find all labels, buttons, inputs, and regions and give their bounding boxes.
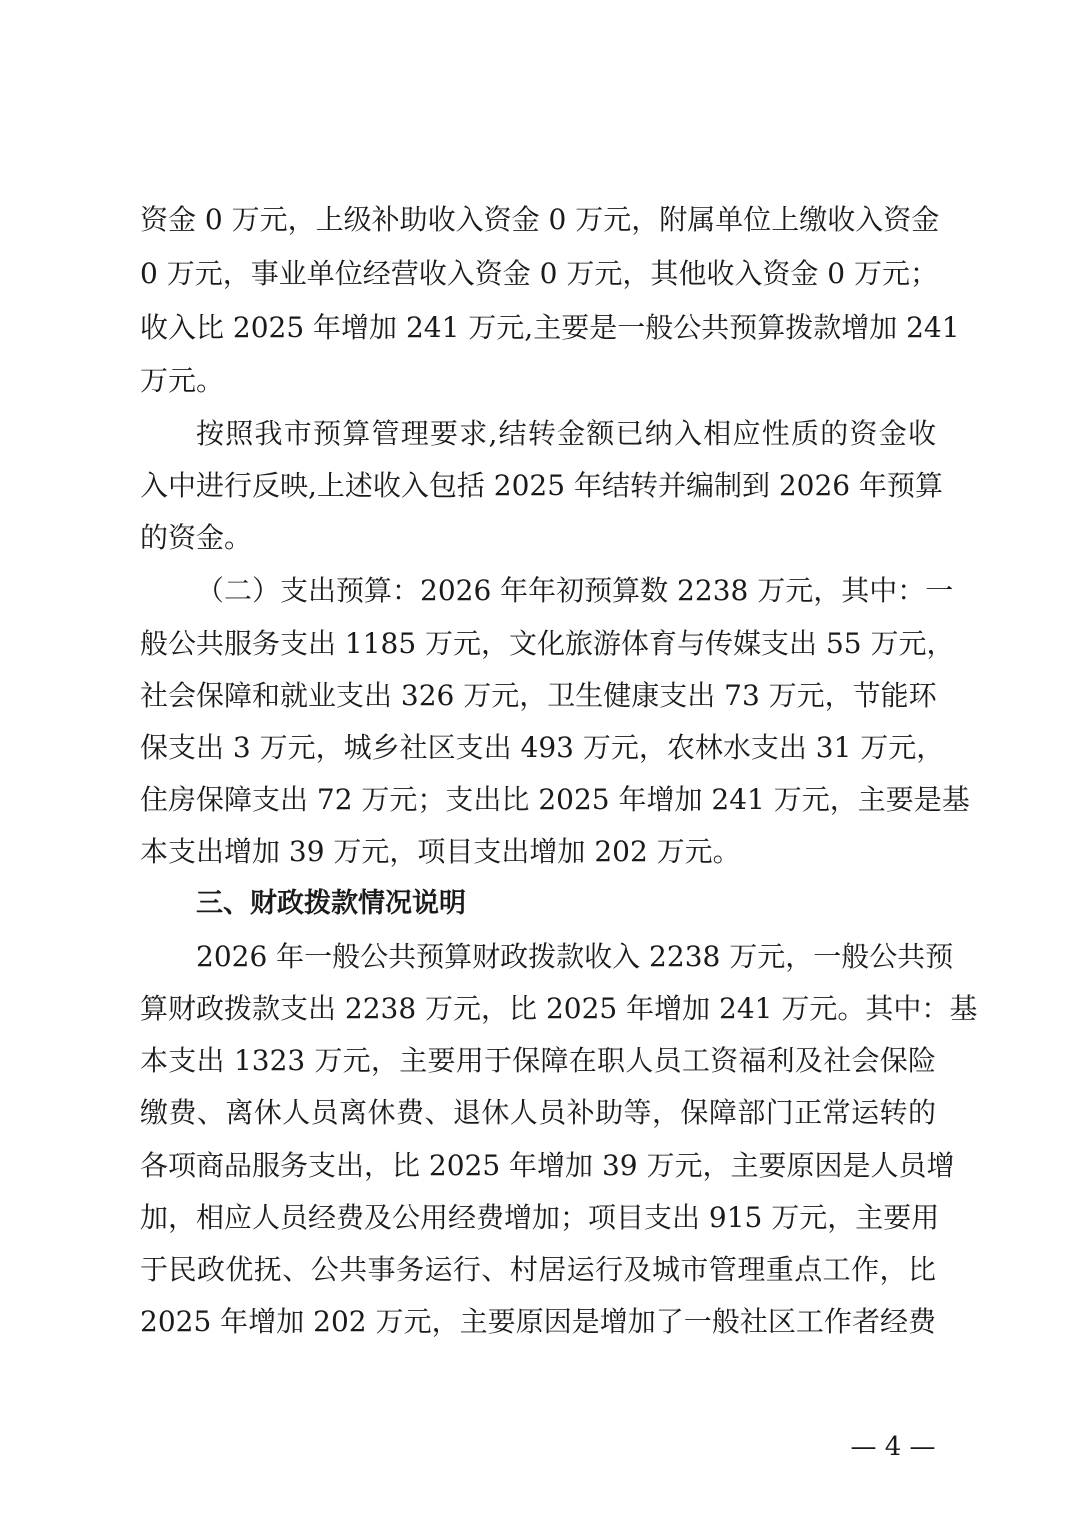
- text-line-5: 按照我市预算管理要求,结转金额已纳入相应性质的资金收: [196, 417, 936, 450]
- text-line-11: 保支出 3 万元，城乡社区支出 493 万元，农林水支出 31 万元，: [140, 731, 945, 764]
- text-line-6: 入中进行反映,上述收入包括 2025 年结转并编制到 2026 年预算: [140, 469, 944, 502]
- text-line-10: 社会保障和就业支出 326 万元，卫生健康支出 73 万元，节能环: [140, 679, 937, 712]
- text-line-3: 收入比 2025 年增加 241 万元,主要是一般公共预算拨款增加 241: [140, 311, 960, 344]
- page-number: — 4 —: [850, 1432, 936, 1462]
- text-line-12: 住房保障支出 72 万元；支出比 2025 年增加 241 万元，主要是基: [140, 783, 970, 816]
- text-line-9: 般公共服务支出 1185 万元，文化旅游体育与传媒支出 55 万元，: [140, 627, 955, 660]
- text-line-20: 加，相应人员经费及公用经费增加；项目支出 915 万元，主要用: [140, 1201, 940, 1234]
- text-line-21: 于民政优抚、公共事务运行、村居运行及城市管理重点工作，比: [140, 1253, 936, 1286]
- text-line-2: 0 万元，事业单位经营收入资金 0 万元，其他收入资金 0 万元；: [140, 257, 938, 290]
- text-line-1: 资金 0 万元，上级补助收入资金 0 万元，附属单位上缴收入资金: [140, 203, 940, 236]
- text-line-19: 各项商品服务支出，比 2025 年增加 39 万元，主要原因是人员增: [140, 1149, 955, 1182]
- text-line-4: 万元。: [140, 364, 225, 397]
- text-line-7: 的资金。: [140, 521, 253, 554]
- text-line-15: 2026 年一般公共预算财政拨款收入 2238 万元，一般公共预: [196, 940, 954, 973]
- section-heading: 三、财政拨款情况说明: [196, 888, 466, 919]
- text-line-22: 2025 年增加 202 万元，主要原因是增加了一般社区工作者经费: [140, 1305, 936, 1338]
- text-line-17: 本支出 1323 万元，主要用于保障在职人员工资福利及社会保险: [140, 1044, 936, 1077]
- text-line-13: 本支出增加 39 万元，项目支出增加 202 万元。: [140, 835, 741, 868]
- text-line-18: 缴费、离休人员离休费、退休人员补助等，保障部门正常运转的: [140, 1096, 936, 1129]
- text-line-16: 算财政拨款支出 2238 万元，比 2025 年增加 241 万元。其中：基: [140, 992, 978, 1025]
- text-line-8: （二）支出预算：2026 年年初预算数 2238 万元，其中：一: [196, 574, 954, 607]
